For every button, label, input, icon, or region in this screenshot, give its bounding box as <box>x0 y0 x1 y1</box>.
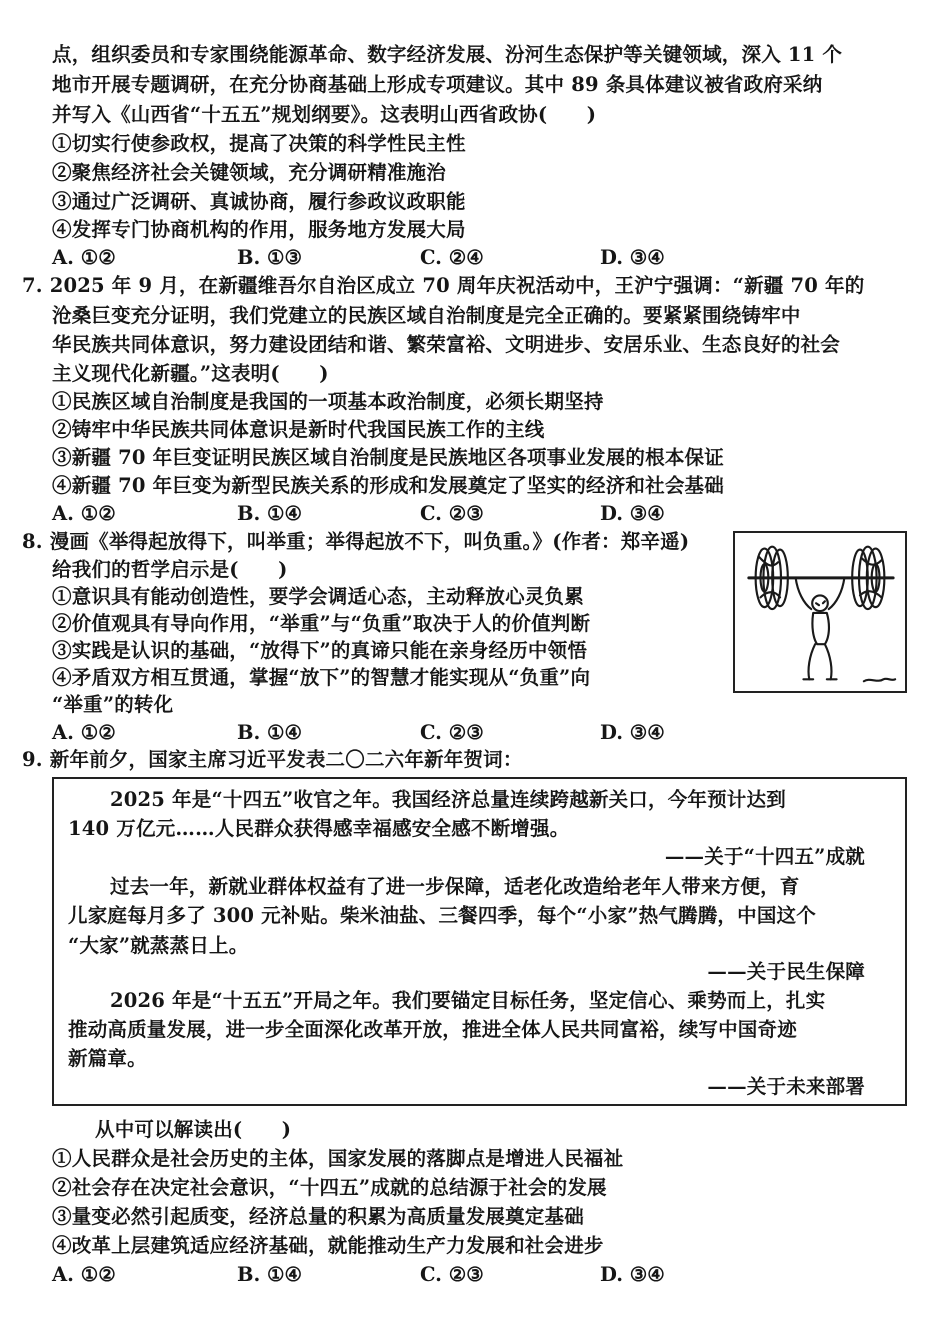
option-b[interactable]: B. ①④ <box>237 502 303 525</box>
option-a[interactable]: A. ①② <box>52 502 116 525</box>
intro-line: 地市开展专题调研，在充分协商基础上形成专项建议。其中 89 条具体建议被省政府采纳 <box>52 73 823 96</box>
quote-line: 140 万亿元……人民群众获得感幸福感安全感不断增强。 <box>68 817 570 840</box>
option-d[interactable]: D. ③④ <box>600 1263 665 1286</box>
statement: ④新疆 70 年巨变为新型民族关系的形成和发展奠定了坚实的经济和社会基础 <box>52 474 724 497</box>
weightlifter-cartoon-icon <box>733 531 907 693</box>
option-d[interactable]: D. ③④ <box>600 246 665 269</box>
quote-line: “大家”就蒸蒸日上。 <box>68 934 249 957</box>
statement: ③新疆 70 年巨变证明民族区域自治制度是民族地区各项事业发展的根本保证 <box>52 446 724 469</box>
q9-stem: 9. 新年前夕，国家主席习近平发表二〇二六年新年贺词： <box>22 748 523 771</box>
quote-source: ——关于未来部署 <box>707 1075 865 1098</box>
statement: ④矛盾双方相互贯通，掌握“放下”的智慧才能实现从“负重”向 <box>52 666 591 689</box>
quote-line: 推动高质量发展，进一步全面深化改革开放，推进全体人民共同富裕，续写中国奇迹 <box>68 1018 797 1041</box>
q8-stem-line: 8. 漫画《举得起放得下，叫举重；举得起放不下，叫负重。》(作者：郑辛遥) <box>22 530 690 553</box>
quote-line: 过去一年，新就业群体权益有了进一步保障，适老化改造给老年人带来方便，育 <box>110 875 800 898</box>
option-c[interactable]: C. ②③ <box>420 502 484 525</box>
statement: ①民族区域自治制度是我国的一项基本政治制度，必须长期坚持 <box>52 390 604 413</box>
statement: ①意识具有能动创造性，要学会调适心态，主动释放心灵负累 <box>52 585 584 608</box>
statement: ③通过广泛调研、真诚协商，履行参政议政职能 <box>52 190 466 213</box>
option-c[interactable]: C. ②③ <box>420 721 484 744</box>
statement: “举重”的转化 <box>52 693 174 716</box>
quote-source: ——关于民生保障 <box>707 960 865 983</box>
statement: ②铸牢中华民族共同体意识是新时代我国民族工作的主线 <box>52 418 545 441</box>
option-d[interactable]: D. ③④ <box>600 502 665 525</box>
statement: ④发挥专门协商机构的作用，服务地方发展大局 <box>52 218 466 241</box>
quote-source: ——关于“十四五”成就 <box>664 845 865 868</box>
option-a[interactable]: A. ①② <box>52 246 116 269</box>
options-row <box>52 719 912 747</box>
q7-stem-line: 7. 2025 年 9 月，在新疆维吾尔自治区成立 70 周年庆祝活动中，王沪宁强调：“新疆 70 年的 <box>22 274 865 297</box>
options-row <box>52 1261 912 1289</box>
options-row <box>52 244 912 272</box>
statement: ③实践是认识的基础，“放得下”的真谛只能在亲身经历中领悟 <box>52 639 588 662</box>
option-a[interactable]: A. ①② <box>52 721 116 744</box>
option-c[interactable]: C. ②③ <box>420 1263 484 1286</box>
intro-line: 点，组织委员和专家围绕能源革命、数字经济发展、汾河生态保护等关键领域，深入 11 个 <box>52 43 843 66</box>
intro-line: 并写入《山西省“十五五”规划纲要》。这表明山西省政协( ) <box>52 103 597 126</box>
quote-line: 新篇章。 <box>68 1047 147 1070</box>
quote-line: 2025 年是“十四五”收官之年。我国经济总量连续跨越新关口，今年预计达到 <box>110 788 786 811</box>
option-b[interactable]: B. ①④ <box>237 1263 303 1286</box>
quote-line: 2026 年是“十五五”开局之年。我们要锚定目标任务，坚定信心、乘势而上，扎实 <box>110 989 826 1012</box>
statement: ②社会存在决定社会意识，“十四五”成就的总结源于社会的发展 <box>52 1176 607 1199</box>
statement: ②聚焦经济社会关键领域，充分调研精准施治 <box>52 161 447 184</box>
q7-stem-line: 主义现代化新疆。”这表明( ) <box>52 362 329 385</box>
statement: ②价值观具有导向作用，“举重”与“负重”取决于人的价值判断 <box>52 612 591 635</box>
q7-stem-line: 沧桑巨变充分证明，我们党建立的民族区域自治制度是完全正确的。要紧紧围绕铸牢中 <box>52 304 801 327</box>
q9-question: 从中可以解读出( ) <box>95 1118 292 1141</box>
options-row <box>52 500 912 528</box>
statement: ①人民群众是社会历史的主体，国家发展的落脚点是增进人民福祉 <box>52 1147 624 1170</box>
q7-stem-line: 华民族共同体意识，努力建设团结和谐、繁荣富裕、文明进步、安居乐业、生态良好的社会 <box>52 333 841 356</box>
option-c[interactable]: C. ②④ <box>420 246 484 269</box>
option-a[interactable]: A. ①② <box>52 1263 116 1286</box>
quote-line: 儿家庭每月多了 300 元补贴。柴米油盐、三餐四季，每个“小家”热气腾腾，中国这个 <box>68 904 816 927</box>
option-d[interactable]: D. ③④ <box>600 721 665 744</box>
option-b[interactable]: B. ①③ <box>237 246 303 269</box>
statement: ④改革上层建筑适应经济基础，就能推动生产力发展和社会进步 <box>52 1234 604 1257</box>
statement: ③量变必然引起质变，经济总量的积累为高质量发展奠定基础 <box>52 1205 584 1228</box>
statement: ①切实行使参政权，提高了决策的科学性民主性 <box>52 132 466 155</box>
option-b[interactable]: B. ①④ <box>237 721 303 744</box>
q8-stem-line: 给我们的哲学启示是( ) <box>52 558 288 581</box>
